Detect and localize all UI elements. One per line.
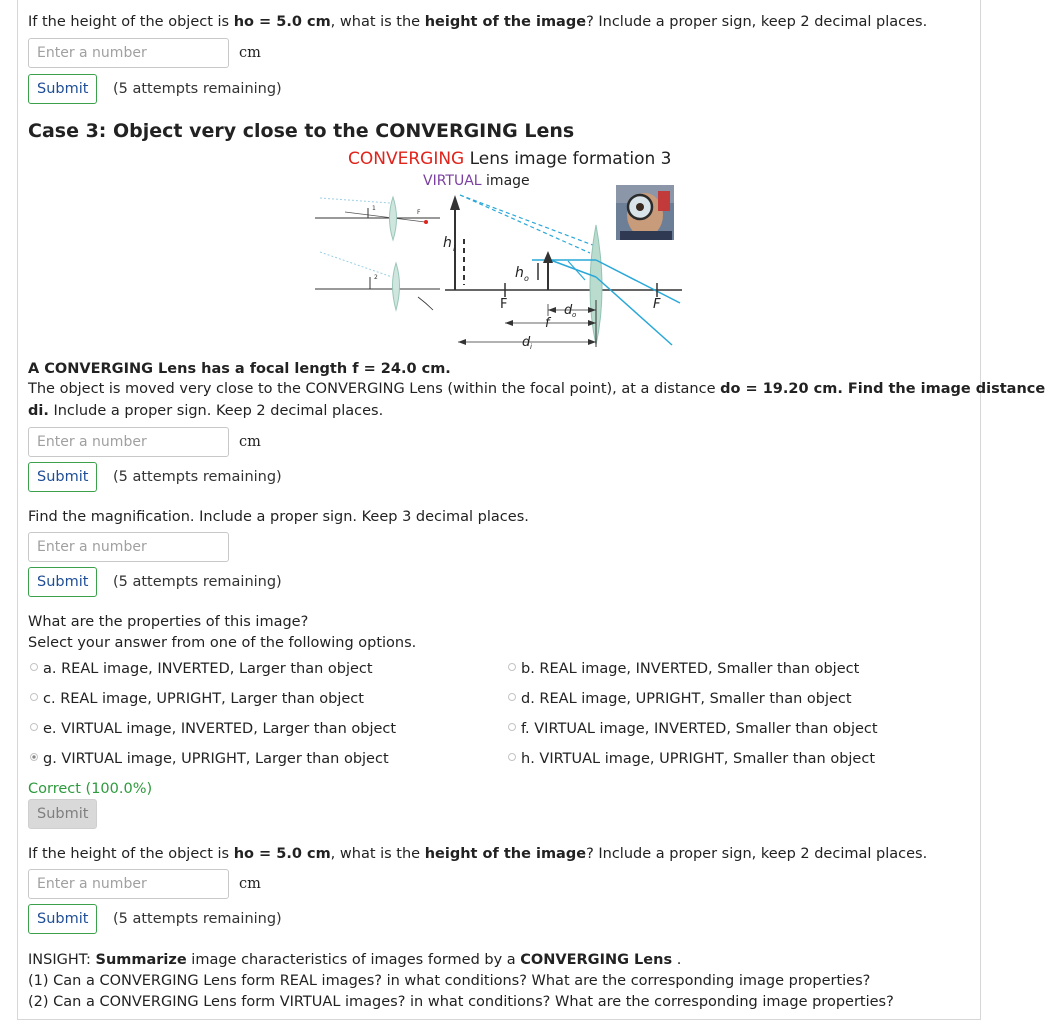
question-image-distance-2 [28, 403, 383, 419]
question-bold: ho = 5.0 cm [233, 846, 331, 862]
diagram-title-rest: Lens image formation 3 [464, 149, 672, 169]
diagram-title-red: CONVERGING [348, 149, 465, 169]
radio-button[interactable] [508, 693, 516, 701]
submit-button-top[interactable]: Submit [28, 74, 97, 104]
focal-text: A CONVERGING Lens has a focal length [28, 361, 353, 377]
question-text: Include a proper sign. Keep 2 decimal places. [48, 403, 384, 419]
question-text: ? Include a proper sign, keep 2 decimal places. [586, 14, 928, 30]
question-text: The object is moved very close to the CONVERGING Lens (within the focal point), at a distance [28, 381, 721, 397]
label-ho-sub: o [524, 274, 529, 283]
option-b[interactable] [508, 661, 859, 677]
radio-button-selected[interactable] [30, 753, 38, 761]
lens-focal-statement [28, 361, 451, 377]
submit-button-image-height[interactable]: Submit [28, 904, 97, 934]
insight-text: INSIGHT: [28, 952, 96, 968]
attempts-remaining: (5 attempts remaining) [113, 574, 282, 590]
radio-button[interactable] [30, 693, 38, 701]
focal-value: f = 24.0 cm. [352, 361, 451, 377]
submit-button-image-distance[interactable]: Submit [28, 462, 97, 492]
question-bold: do = 19.20 cm. Find the image distance [720, 381, 1045, 397]
correct-feedback: Correct (100.0%) [28, 781, 153, 797]
submit-button-magnification[interactable]: Submit [28, 567, 97, 597]
unit-label: cm [239, 876, 261, 892]
label-focal-left: F [500, 297, 508, 312]
label-ho: h [515, 265, 524, 281]
image-distance-input[interactable] [28, 427, 229, 457]
small-focal-label: F [417, 209, 421, 216]
question-properties-instructions: Select your answer from one of the following options. [28, 635, 417, 651]
option-e[interactable] [30, 721, 396, 737]
answer-input-top[interactable] [28, 38, 229, 68]
question-text: If the height of the object is [28, 14, 234, 30]
magnifier-photo [616, 185, 674, 240]
option-g[interactable] [30, 751, 389, 767]
insight-text: . [672, 952, 682, 968]
insight-heading [28, 952, 681, 968]
submit-button-properties[interactable]: Submit [28, 799, 97, 829]
radio-button[interactable] [30, 663, 38, 671]
question-properties: What are the properties of this image? [28, 614, 309, 630]
option-label: b. REAL image, INVERTED, Smaller than object [521, 661, 860, 677]
option-label: g. VIRTUAL image, UPRIGHT, Larger than object [43, 751, 389, 767]
question-bold: height of the image [424, 14, 587, 30]
label-di: d [522, 335, 531, 350]
question-image-height [28, 846, 927, 862]
case-heading: Case 3: Object very close to the CONVERGING Lens [28, 120, 575, 142]
label-do-sub: o [572, 311, 577, 319]
small-label-2: 2 [374, 274, 378, 281]
question-image-height-top [28, 14, 927, 30]
insight-bold: CONVERGING Lens [520, 952, 673, 968]
option-label: d. REAL image, UPRIGHT, Smaller than object [521, 691, 852, 707]
label-do: d [564, 303, 573, 318]
label-hi-sub: i [453, 244, 456, 253]
insight-text: image characteristics of images formed by a [186, 952, 521, 968]
radio-button[interactable] [508, 753, 516, 761]
insight-question-1: (1) Can a CONVERGING Lens form REAL images? in what conditions? What are the corresponding image properties? [28, 973, 871, 989]
option-d[interactable] [508, 691, 852, 707]
question-bold: ho = 5.0 cm [233, 14, 331, 30]
small-diagram-1 [315, 197, 440, 240]
question-text: , what is the [330, 846, 425, 862]
diagram-subtitle-rest: image [481, 173, 530, 189]
question-text: If the height of the object is [28, 846, 234, 862]
attempts-remaining: (5 attempts remaining) [113, 911, 282, 927]
question-text: , what is the [330, 14, 425, 30]
question-bold: di. [28, 403, 49, 419]
label-hi: h [443, 235, 452, 251]
option-label: h. VIRTUAL image, UPRIGHT, Smaller than object [521, 751, 876, 767]
question-magnification: Find the magnification. Include a proper sign. Keep 3 decimal places. [28, 509, 529, 525]
label-focal-right: F [653, 297, 661, 312]
magnification-input[interactable] [28, 532, 229, 562]
option-c[interactable] [30, 691, 364, 707]
insight-question-2: (2) Can a CONVERGING Lens form VIRTUAL images? in what conditions? What are the corresponding image properties? [28, 994, 894, 1010]
option-a[interactable] [30, 661, 373, 677]
question-text: ? Include a proper sign, keep 2 decimal places. [586, 846, 928, 862]
diagram-subtitle-purple: VIRTUAL [423, 173, 482, 189]
attempts-remaining: (5 attempts remaining) [113, 81, 282, 97]
label-di-sub: i [530, 343, 532, 351]
question-bold: height of the image [424, 846, 587, 862]
question-image-distance [28, 381, 1045, 397]
option-label: f. VIRTUAL image, INVERTED, Smaller than object [521, 721, 878, 737]
diagram-title [348, 149, 672, 169]
small-label-1: 1 [372, 205, 376, 212]
lens-diagram [300, 185, 700, 350]
attempts-remaining: (5 attempts remaining) [113, 469, 282, 485]
radio-button[interactable] [508, 723, 516, 731]
option-h[interactable] [508, 751, 875, 767]
label-f: f [545, 316, 550, 331]
radio-button[interactable] [30, 723, 38, 731]
insight-bold: Summarize [95, 952, 187, 968]
option-f[interactable] [508, 721, 878, 737]
small-diagram-2 [315, 252, 440, 310]
option-label: a. REAL image, INVERTED, Larger than object [43, 661, 373, 677]
option-label: c. REAL image, UPRIGHT, Larger than object [43, 691, 364, 707]
image-height-input[interactable] [28, 869, 229, 899]
option-label: e. VIRTUAL image, INVERTED, Larger than object [43, 721, 397, 737]
unit-label: cm [239, 434, 261, 450]
unit-label: cm [239, 45, 261, 61]
radio-button[interactable] [508, 663, 516, 671]
